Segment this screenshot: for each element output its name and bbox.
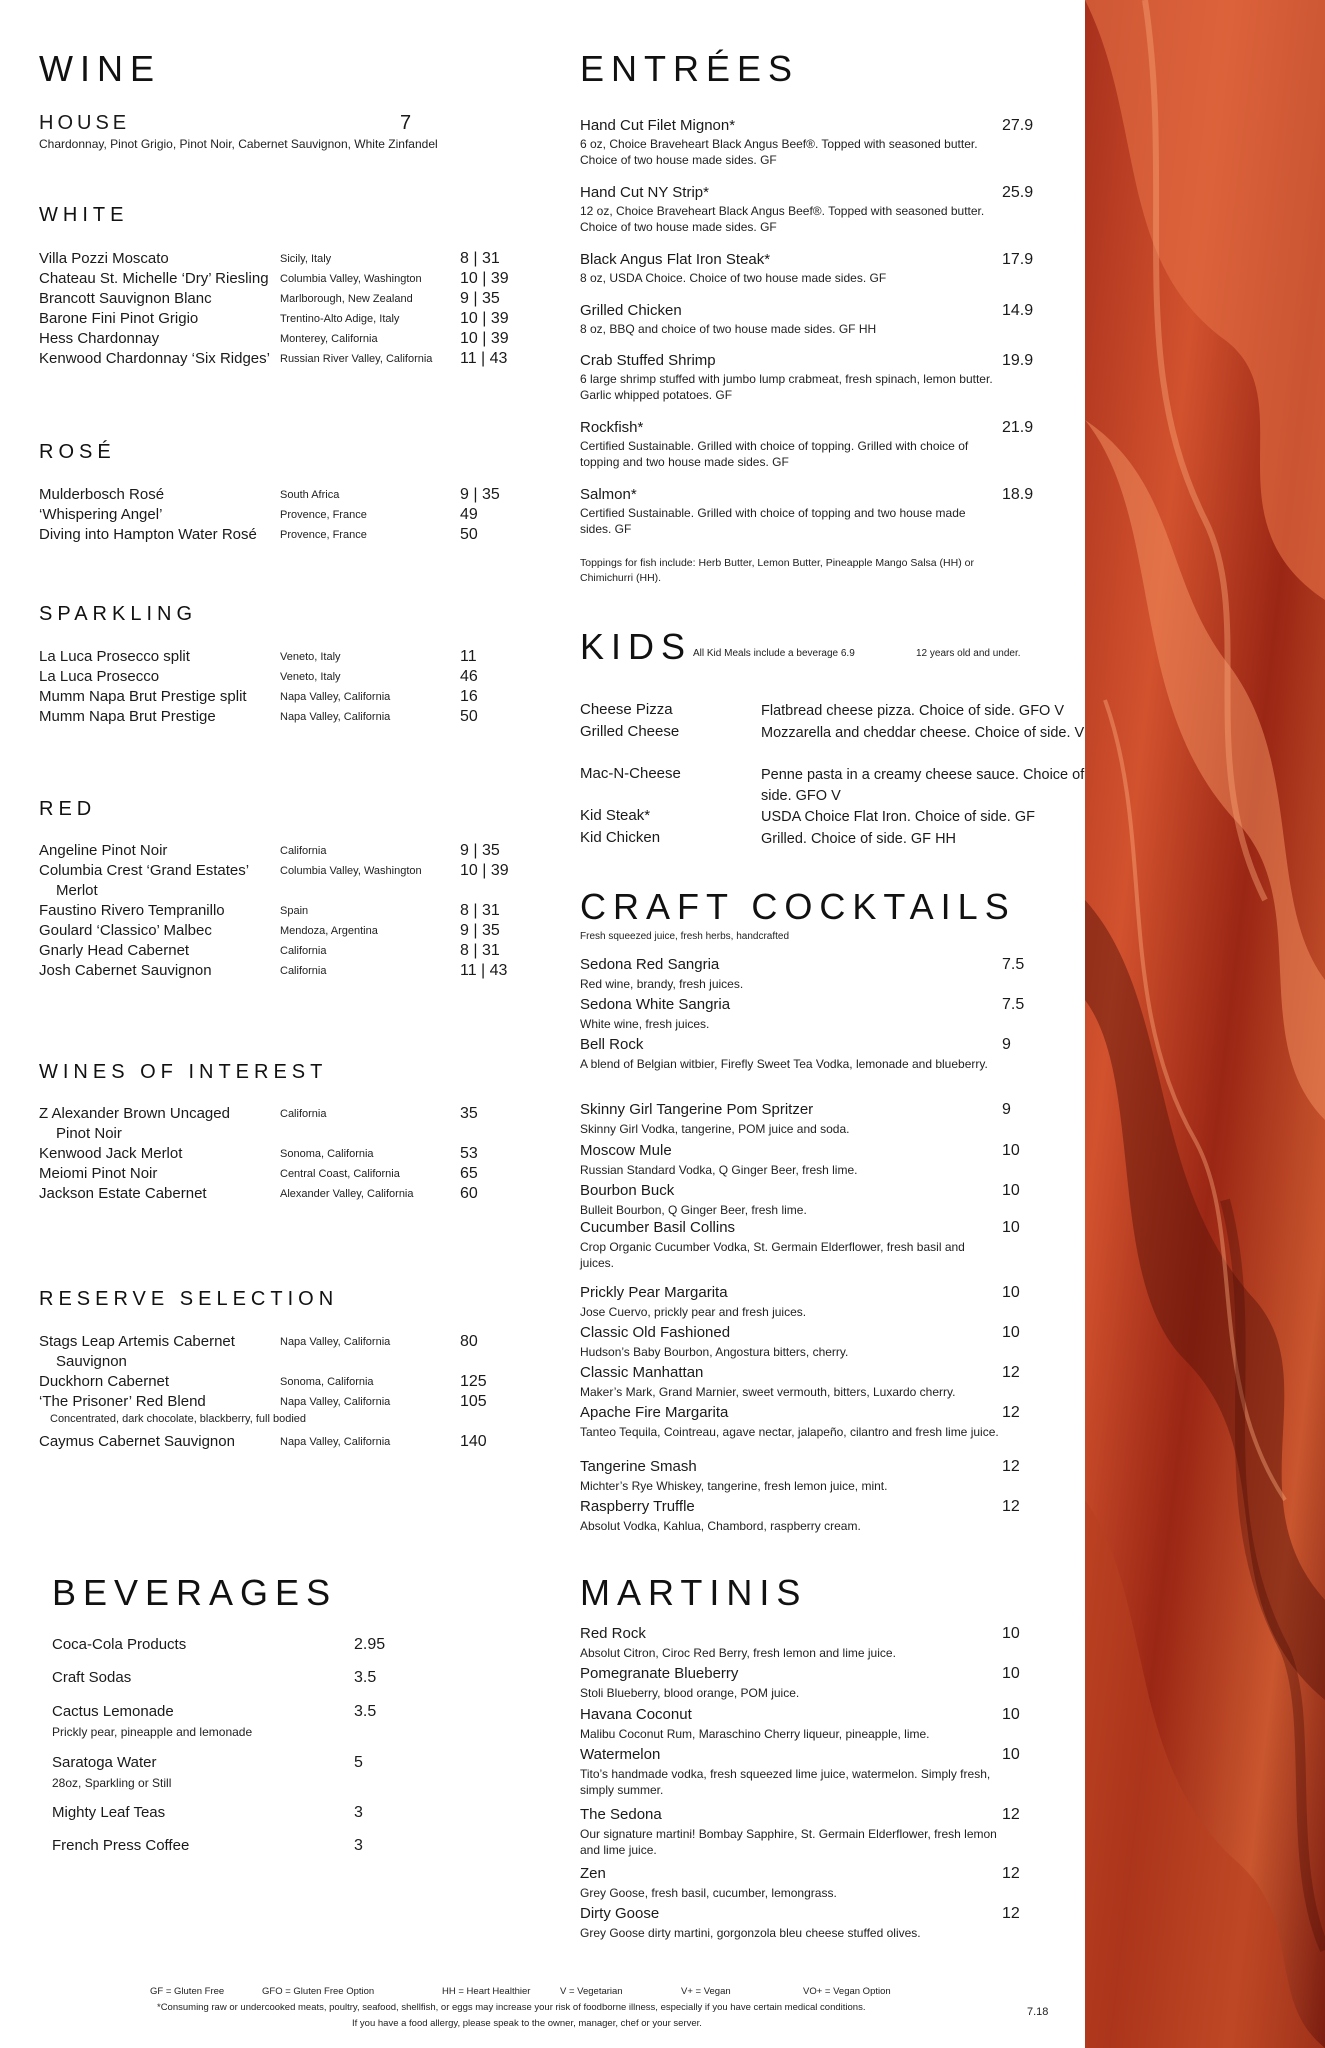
kid-item-desc: USDA Choice Flat Iron. Choice of side. GF (761, 809, 1035, 825)
wine-region: Napa Valley, California (280, 1396, 391, 1408)
martini-name: Zen (580, 1865, 606, 1882)
house-varietals: Chardonnay, Pinot Grigio, Pinot Noir, Cabernet Sauvignon, White Zinfandel (39, 137, 438, 151)
sparkling-title: SPARKLING (39, 603, 197, 625)
wine-price: 125 (460, 1373, 487, 1390)
entree-price: 17.9 (1002, 251, 1034, 268)
wine-region: Napa Valley, California (280, 711, 391, 723)
wine-name: Kenwood Chardonnay ‘Six Ridges’ (39, 350, 270, 367)
cocktail-desc: Skinny Girl Vodka, tangerine, POM juice and soda. (580, 1122, 850, 1136)
entree-desc: Certified Sustainable. Grilled with choice of topping and two house made sides. GF (580, 506, 966, 536)
wine-region: Russian River Valley, California (280, 353, 433, 365)
cocktail-desc: White wine, fresh juices. (580, 1017, 710, 1031)
wine-name: Villa Pozzi Moscato (39, 250, 169, 267)
entree-name: Hand Cut NY Strip* (580, 184, 709, 201)
fish-toppings-note: Toppings for fish include: Herb Butter, Lemon Butter, Pineapple Mango Salsa (HH) or Chimichurri (HH). (580, 557, 974, 584)
martini-price: 12 (1002, 1806, 1020, 1823)
martini-price: 10 (1002, 1706, 1020, 1723)
entree-desc: 12 oz, Choice Braveheart Black Angus Beef®. Topped with seasoned butter. Choice of two house made sides. GF (580, 204, 985, 234)
kids-age-note: 12 years old and under. (916, 648, 1021, 659)
entree-price: 19.9 (1002, 352, 1034, 369)
wine-price: 140 (460, 1433, 487, 1450)
cocktail-desc: Absolut Vodka, Kahlua, Chambord, raspberry cream. (580, 1519, 861, 1533)
entree-name: Crab Stuffed Shrimp (580, 352, 716, 369)
martini-price: 10 (1002, 1625, 1020, 1642)
wine-price: 9 | 35 (460, 486, 500, 503)
cocktail-price: 10 (1002, 1284, 1020, 1301)
cocktail-price: 9 (1002, 1036, 1011, 1053)
cocktail-price: 9 (1002, 1101, 1011, 1118)
entrees-title: ENTRÉES (580, 48, 800, 89)
cocktail-name: Skinny Girl Tangerine Pom Spritzer (580, 1101, 814, 1118)
wine-price: 10 | 39 (460, 310, 509, 327)
wine-name: La Luca Prosecco split (39, 648, 190, 665)
legend-item: V+ = Vegan (681, 1986, 731, 1997)
cocktail-name: Prickly Pear Margarita (580, 1284, 728, 1301)
cocktail-desc: A blend of Belgian witbier, Firefly Sweet Tea Vodka, lemonade and blueberry. (580, 1057, 988, 1071)
entree-name: Black Angus Flat Iron Steak* (580, 251, 771, 268)
wine-name: Columbia Crest ‘Grand Estates’ (39, 862, 250, 879)
martini-desc: Grey Goose dirty martini, gorgonzola bleu cheese stuffed olives. (580, 1926, 921, 1940)
beverages-title: BEVERAGES (52, 1572, 338, 1613)
cocktail-name: Classic Manhattan (580, 1364, 704, 1381)
cocktail-price: 10 (1002, 1182, 1020, 1199)
martini-desc: Tito’s handmade vodka, fresh squeezed lime juice, watermelon. Simply fresh, simply summer. (580, 1767, 991, 1797)
cocktail-price: 12 (1002, 1404, 1020, 1421)
kid-item-name: Kid Steak* (580, 807, 651, 824)
red-title: RED (39, 798, 97, 820)
wine-price: 46 (460, 668, 478, 685)
wine-name: La Luca Prosecco (39, 668, 160, 685)
rose-title: ROSÉ (39, 441, 116, 463)
cocktail-name: Apache Fire Margarita (580, 1404, 729, 1421)
entree-price: 14.9 (1002, 302, 1034, 319)
entree-desc: 6 large shrimp stuffed with jumbo lump crabmeat, fresh spinach, lemon butter. Garlic whipped potatoes. GF (580, 372, 993, 402)
wine-price: 11 | 43 (460, 962, 508, 979)
cocktail-name: Cucumber Basil Collins (580, 1219, 736, 1236)
wine-name: Goulard ‘Classico’ Malbec (39, 922, 212, 939)
wine-price: 8 | 31 (460, 250, 500, 267)
cocktail-price: 10 (1002, 1219, 1020, 1236)
wine-name: Gnarly Head Cabernet (39, 942, 190, 959)
entree-name: Grilled Chicken (580, 302, 682, 319)
martini-price: 10 (1002, 1665, 1020, 1682)
wine-price: 16 (460, 688, 478, 705)
beverage-name: Cactus Lemonade (52, 1703, 174, 1720)
wine-name: Mumm Napa Brut Prestige (39, 708, 216, 725)
wine-name: ‘The Prisoner’ Red Blend (39, 1393, 206, 1410)
beverage-price: 3 (354, 1837, 363, 1854)
wine-price: 8 | 31 (460, 942, 500, 959)
cocktail-desc: Tanteo Tequila, Cointreau, agave nectar, jalapeño, cilantro and fresh lime juice. (580, 1425, 999, 1439)
martini-price: 12 (1002, 1865, 1020, 1882)
wine-region: Napa Valley, California (280, 1336, 391, 1348)
entree-price: 25.9 (1002, 184, 1034, 201)
wine-price: 50 (460, 526, 478, 543)
cocktails-subtitle: Fresh squeezed juice, fresh herbs, handcrafted (580, 931, 790, 942)
white-title: WHITE (39, 204, 129, 226)
wine-name: Brancott Sauvignon Blanc (39, 290, 212, 307)
martini-name: Red Rock (580, 1625, 646, 1642)
kid-item-name: Kid Chicken (580, 829, 661, 846)
wine-region: Monterey, California (280, 333, 378, 345)
wine-name-continued: Pinot Noir (56, 1125, 122, 1142)
wine-price: 11 (460, 648, 477, 665)
wine-name: Mulderbosch Rosé (39, 486, 165, 503)
wine-price: 8 | 31 (460, 902, 500, 919)
wine-price: 80 (460, 1333, 478, 1350)
wine-price: 65 (460, 1165, 478, 1182)
wine-price: 60 (460, 1185, 478, 1202)
wine-region: Napa Valley, California (280, 691, 391, 703)
beverage-desc: Prickly pear, pineapple and lemonade (52, 1725, 253, 1739)
cocktail-price: 12 (1002, 1498, 1020, 1515)
cocktail-price: 10 (1002, 1324, 1020, 1341)
martini-price: 10 (1002, 1746, 1020, 1763)
entree-desc: Certified Sustainable. Grilled with choice of topping. Grilled with choice of topping and two house made sides. GF (580, 439, 969, 469)
cocktail-price: 7.5 (1002, 956, 1025, 973)
wine-name: Hess Chardonnay (39, 330, 160, 347)
house-label: HOUSE (39, 112, 131, 134)
beverage-desc: 28oz, Sparkling or Still (52, 1776, 172, 1790)
kid-item-desc: Penne pasta in a creamy cheese sauce. Choice of side. GFO V (761, 767, 1085, 804)
wine-region: California (280, 1108, 327, 1120)
martini-name: Pomegranate Blueberry (580, 1665, 739, 1682)
cocktail-desc: Russian Standard Vodka, Q Ginger Beer, fresh lime. (580, 1163, 858, 1177)
entree-desc: 8 oz, BBQ and choice of two house made sides. GF HH (580, 322, 877, 336)
kid-item-desc: Flatbread cheese pizza. Choice of side. GFO V (761, 703, 1065, 719)
kids-title: KIDS (580, 626, 693, 667)
cocktail-name: Raspberry Truffle (580, 1498, 695, 1515)
kid-item-desc: Grilled. Choice of side. GF HH (761, 831, 957, 847)
wine-region: South Africa (280, 489, 340, 501)
martini-name: Dirty Goose (580, 1905, 660, 1922)
wine-region: Veneto, Italy (280, 671, 341, 683)
martinis-title: MARTINIS (580, 1572, 808, 1613)
wine-name: Josh Cabernet Sauvignon (39, 962, 212, 979)
wine-price: 10 | 39 (460, 330, 509, 347)
beverage-price: 3.5 (354, 1669, 377, 1686)
wine-name: Z Alexander Brown Uncaged (39, 1105, 230, 1122)
beverage-price: 3.5 (354, 1703, 377, 1720)
martini-name: Havana Coconut (580, 1706, 692, 1723)
wine-region: Veneto, Italy (280, 651, 341, 663)
wine-price: 11 | 43 (460, 350, 508, 367)
wine-region: Columbia Valley, Washington (280, 273, 422, 285)
cocktail-name: Tangerine Smash (580, 1458, 697, 1475)
reserve-title: RESERVE SELECTION (39, 1288, 339, 1310)
legend-item: VO+ = Vegan Option (803, 1986, 891, 1997)
wine-price: 9 | 35 (460, 922, 500, 939)
cocktail-desc: Jose Cuervo, prickly pear and fresh juices. (580, 1305, 807, 1319)
wine-name: Faustino Rivero Tempranillo (39, 902, 225, 919)
wine-region: California (280, 945, 327, 957)
cocktail-price: 10 (1002, 1142, 1020, 1159)
entree-name: Rockfish* (580, 419, 644, 436)
wine-region: Alexander Valley, California (280, 1188, 414, 1200)
wine-name: Jackson Estate Cabernet (39, 1185, 207, 1202)
wine-name: Diving into Hampton Water Rosé (39, 526, 257, 543)
wine-region: Provence, France (280, 529, 367, 541)
kid-item-desc: Mozzarella and cheddar cheese. Choice of side. V (761, 725, 1085, 741)
cocktails-title: CRAFT COCKTAILS (580, 886, 1016, 927)
wine-region: Mendoza, Argentina (280, 925, 378, 937)
wine-region: Sicily, Italy (280, 253, 332, 265)
wine-name: Duckhorn Cabernet (39, 1373, 170, 1390)
wine-name: Mumm Napa Brut Prestige split (39, 688, 247, 705)
wine-title: WINE (39, 48, 161, 89)
wine-price: 53 (460, 1145, 478, 1162)
wine-region: Central Coast, California (280, 1168, 400, 1180)
wine-name: Kenwood Jack Merlot (39, 1145, 183, 1162)
entree-price: 27.9 (1002, 117, 1034, 134)
entree-name: Salmon* (580, 486, 637, 503)
wine-name-continued: Sauvignon (56, 1353, 127, 1370)
wine-region: Napa Valley, California (280, 1436, 391, 1448)
legend-item: GFO = Gluten Free Option (262, 1986, 375, 1997)
beverage-price: 5 (354, 1754, 363, 1771)
wine-price: 49 (460, 506, 478, 523)
legend-item: GF = Gluten Free (150, 1986, 225, 1997)
wine-price: 50 (460, 708, 478, 725)
beverage-name: Mighty Leaf Teas (52, 1804, 166, 1821)
wine-note: Concentrated, dark chocolate, blackberry, full bodied (50, 1413, 306, 1425)
kid-item-name: Cheese Pizza (580, 701, 673, 718)
cocktail-desc: Maker’s Mark, Grand Marnier, sweet vermouth, bitters, Luxardo cherry. (580, 1385, 956, 1399)
beverage-name: Coca-Cola Products (52, 1636, 187, 1653)
cocktail-desc: Crop Organic Cucumber Vodka, St. Germain Elderflower, fresh basil and juices. (580, 1240, 965, 1270)
wine-region: Marlborough, New Zealand (280, 293, 413, 305)
martini-desc: Our signature martini! Bombay Sapphire, St. Germain Elderflower, fresh lemon and lime juice. (580, 1827, 997, 1857)
wine-price: 105 (460, 1393, 487, 1410)
martini-name: The Sedona (580, 1806, 662, 1823)
wine-price: 10 | 39 (460, 270, 509, 287)
wine-name: Angeline Pinot Noir (39, 842, 168, 859)
martini-desc: Malibu Coconut Rum, Maraschino Cherry liqueur, pineapple, lime. (580, 1727, 930, 1741)
wine-region: Trentino-Alto Adige, Italy (280, 313, 400, 325)
wine-region: California (280, 965, 327, 977)
beverage-name: Saratoga Water (52, 1754, 157, 1771)
wine-region: Spain (280, 905, 309, 917)
cocktail-name: Sedona White Sangria (580, 996, 731, 1013)
entree-desc: 8 oz, USDA Choice. Choice of two house made sides. GF (580, 271, 887, 285)
cocktail-price: 7.5 (1002, 996, 1025, 1013)
wine-name: Stags Leap Artemis Cabernet (39, 1333, 235, 1350)
legend-item: V = Vegetarian (560, 1986, 623, 1997)
wine-price: 9 | 35 (460, 290, 500, 307)
kids-beverage-note: All Kid Meals include a beverage 6.9 (693, 648, 855, 659)
wine-name: Chateau St. Michelle ‘Dry’ Riesling (39, 270, 269, 287)
beverage-name: French Press Coffee (52, 1837, 190, 1854)
martini-price: 12 (1002, 1905, 1020, 1922)
wine-price: 35 (460, 1105, 478, 1122)
kid-item-name: Mac-N-Cheese (580, 765, 681, 782)
cocktail-name: Bell Rock (580, 1036, 644, 1053)
menu-version: 7.18 (1027, 2006, 1049, 2018)
entree-desc: 6 oz, Choice Braveheart Black Angus Beef®. Topped with seasoned butter. Choice of two house made sides. GF (580, 137, 978, 167)
house-price: 7 (400, 112, 412, 134)
wine-name-continued: Merlot (56, 882, 98, 899)
cocktail-name: Classic Old Fashioned (580, 1324, 731, 1341)
martini-desc: Stoli Blueberry, blood orange, POM juice. (580, 1686, 800, 1700)
kid-item-name: Grilled Cheese (580, 723, 680, 740)
martini-desc: Absolut Citron, Ciroc Red Berry, fresh lemon and lime juice. (580, 1646, 896, 1660)
wine-price: 10 | 39 (460, 862, 509, 879)
wine-price: 9 | 35 (460, 842, 500, 859)
cocktail-name: Moscow Mule (580, 1142, 672, 1159)
allergy-note: If you have a food allergy, please speak to the owner, manager, chef or your server. (352, 2018, 702, 2029)
wine-region: California (280, 845, 327, 857)
entree-price: 21.9 (1002, 419, 1034, 436)
martini-desc: Grey Goose, fresh basil, cucumber, lemongrass. (580, 1886, 837, 1900)
cocktail-desc: Bulleit Bourbon, Q Ginger Beer, fresh lime. (580, 1203, 807, 1217)
wine-name: Caymus Cabernet Sauvignon (39, 1433, 235, 1450)
entree-price: 18.9 (1002, 486, 1034, 503)
wine-region: Columbia Valley, Washington (280, 865, 422, 877)
wine-name: Barone Fini Pinot Grigio (39, 310, 199, 327)
legend-item: HH = Heart Healthier (442, 1986, 531, 1997)
cocktail-desc: Red wine, brandy, fresh juices. (580, 977, 744, 991)
cocktail-name: Bourbon Buck (580, 1182, 675, 1199)
cocktail-price: 12 (1002, 1364, 1020, 1381)
entree-name: Hand Cut Filet Mignon* (580, 117, 736, 134)
cocktail-price: 12 (1002, 1458, 1020, 1475)
interest-title: WINES OF INTEREST (39, 1061, 328, 1083)
cocktail-name: Sedona Red Sangria (580, 956, 720, 973)
wine-name: Meiomi Pinot Noir (39, 1165, 158, 1182)
canyon-photo (1085, 0, 1325, 2048)
beverage-price: 3 (354, 1804, 363, 1821)
beverage-price: 2.95 (354, 1636, 386, 1653)
cocktail-desc: Michter’s Rye Whiskey, tangerine, fresh lemon juice, mint. (580, 1479, 888, 1493)
cocktail-desc: Hudson’s Baby Bourbon, Angostura bitters, cherry. (580, 1345, 849, 1359)
martini-name: Watermelon (580, 1746, 661, 1763)
wine-region: Sonoma, California (280, 1148, 374, 1160)
food-warning: *Consuming raw or undercooked meats, poultry, seafood, shellfish, or eggs may increase your risk of foodborne illness, especially if you have certain medical conditions. (157, 2002, 866, 2013)
wine-region: Provence, France (280, 509, 367, 521)
wine-region: Sonoma, California (280, 1376, 374, 1388)
beverage-name: Craft Sodas (52, 1669, 132, 1686)
wine-name: ‘Whispering Angel’ (39, 506, 163, 523)
